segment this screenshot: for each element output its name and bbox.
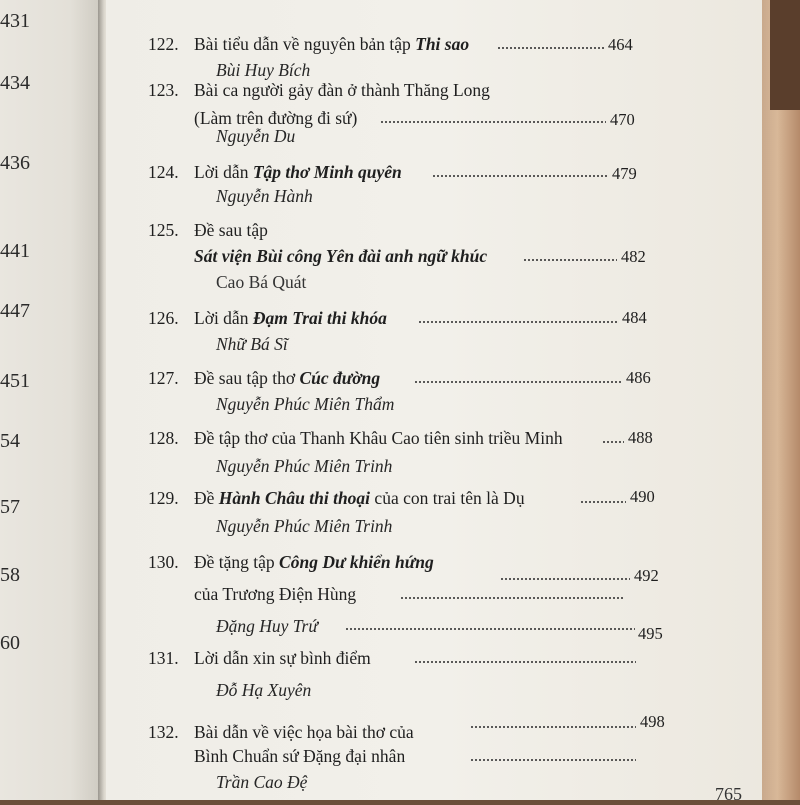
title-text: Lời dẫn [194,308,253,328]
author-name: Nguyễn Phúc Miên Thẩm [216,394,395,414]
entry-title-line1 [194,552,434,573]
page-number: 479 [612,164,637,183]
dot-leader [602,441,624,443]
author-name: Nguyễn Hành [216,186,313,206]
left-page-number: 441 [0,240,30,262]
entry-title [194,308,387,329]
entry-title [194,34,469,55]
dot-leader [400,597,625,599]
entry-number: 126. [148,308,179,328]
left-page-number: 54 [0,430,20,452]
entry-title: Đề tập thơ của Thanh Khâu Cao tiên sinh triều Minh [194,428,563,448]
entry-number: 122. [148,34,179,54]
entry-title [194,488,525,509]
title-text: Đề tặng tập [194,552,280,572]
title-suffix: của con trai tên là Dụ [370,488,525,508]
title-text: Bài tiểu dẫn về nguyên bản tập [194,34,416,54]
entry-title [194,162,402,183]
author-name: Bùi Huy Bích [216,60,311,80]
left-page-number: 57 [0,496,20,518]
dot-leader [470,726,636,728]
left-page-number: 447 [0,300,30,322]
author-name: Nhữ Bá Sĩ [216,334,288,354]
title-bold: Thi sao [415,34,470,54]
left-page-number: 431 [0,10,30,32]
author-name: Nguyễn Phúc Miên Trinh [216,456,393,476]
entry-number: 129. [148,488,179,508]
entry-title-line2: Bình Chuẩn sứ Đặng đại nhân [194,746,406,766]
page-number: 482 [621,247,646,266]
entry-title-line1: Bài dẫn về việc họa bài thơ của [194,722,414,742]
entry-title-line1: Đề sau tập [194,220,268,240]
dot-leader [497,47,605,49]
left-page-number: 436 [0,152,30,174]
title-bold: Hành Châu thi thoại [218,488,371,508]
left-page-number: 58 [0,564,20,586]
background-table [770,0,800,110]
dot-leader [580,501,626,503]
page-number: 488 [628,428,653,447]
entry-number: 123. [148,80,179,100]
title-text: Lời dẫn [194,162,253,182]
left-page [0,0,100,800]
entry-title [194,368,380,389]
title-bold: Cúc đường [299,368,381,388]
entry-number: 125. [148,220,179,240]
page-number: 490 [630,487,655,506]
entry-number: 132. [148,722,179,742]
author-name: Cao Bá Quát [216,272,307,292]
dot-leader [523,259,617,261]
left-page-number: 60 [0,632,20,654]
entry-title-line2: của Trương Điện Hùng [194,584,357,604]
title-bold: Đạm Trai thi khóa [252,308,387,328]
title-text: Đề sau tập thơ [194,368,300,388]
author-name: Nguyễn Phúc Miên Trinh [216,516,393,536]
dot-leader [345,628,635,630]
page-number: 484 [622,308,647,327]
author-name: Đặng Huy Trứ [216,616,318,636]
left-page-number: 434 [0,72,30,94]
entry-number: 128. [148,428,179,448]
folio-page-number: 765 [715,784,742,804]
page-number: 498 [640,712,665,731]
page-number: 486 [626,368,651,387]
entry-title: Lời dẫn xin sự bình điểm [194,648,371,668]
entry-title-line1: Bài ca người gảy đàn ở thành Thăng Long [194,80,490,100]
dot-leader [418,321,618,323]
dot-leader [432,175,608,177]
left-page-number: 451 [0,370,30,392]
title-bold: Tập thơ Minh quyên [252,162,402,182]
dot-leader [414,661,636,663]
dot-leader [380,121,606,123]
page-number: 492 [634,566,659,585]
entry-number: 131. [148,648,179,668]
entry-number: 127. [148,368,179,388]
book-cover-edge [762,0,800,800]
dot-leader [414,381,622,383]
dot-leader [470,759,636,761]
page-number: 495 [638,624,663,643]
page-number: 464 [608,35,633,54]
author-name: Trần Cao Đệ [216,772,308,792]
author-name: Đỗ Hạ Xuyên [216,680,312,700]
entry-number: 124. [148,162,179,182]
entry-title-line2: (Làm trên đường đi sứ) [194,108,358,128]
author-name: Nguyễn Du [216,126,296,146]
page-number: 470 [610,110,635,129]
title-text: Đề [194,488,219,508]
entry-number: 130. [148,552,179,572]
entry-title-bold: Sát viện Bùi công Yên đài anh ngữ khúc [194,246,488,266]
dot-leader [500,578,630,580]
title-bold: Công Dư khiển hứng [279,552,434,572]
